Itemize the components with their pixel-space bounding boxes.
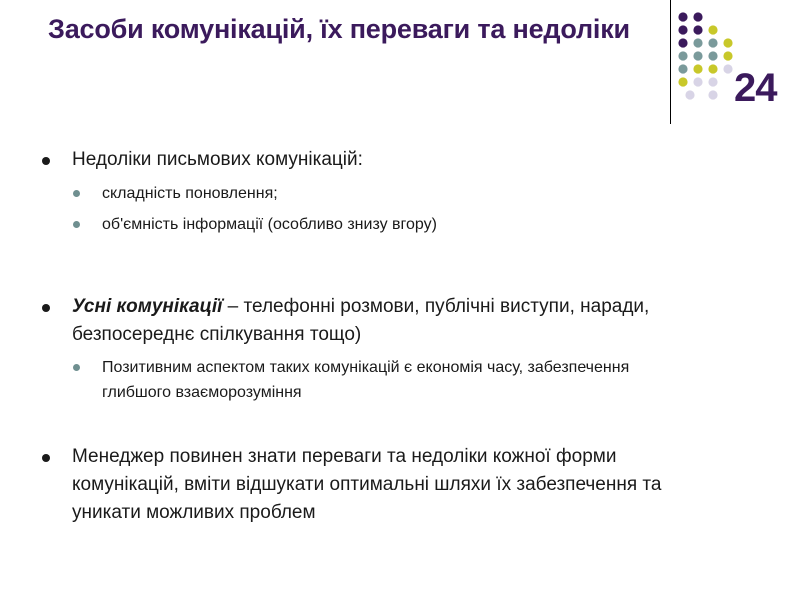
bullet-written-communications	[40, 146, 690, 174]
sub-bullet-dot	[73, 221, 80, 228]
bullet-manager	[40, 443, 690, 527]
bullet-text: Менеджер повинен знати переваги та недоліки кожної форми комунікацій, вміти відшукати оптимальні шляхи їх забезпечення та уникати можливих проблем	[72, 446, 662, 523]
sub-bullet	[40, 181, 690, 206]
bullet-text: – телефонні розмови, публічні виступи, наради, безпосереднє спілкування тощо)	[72, 296, 650, 345]
sub-bullet-text: Позитивним аспектом таких комунікацій є економія часу, забезпечення глибшого взаєморозуміння	[102, 359, 630, 401]
sub-bullet-dot	[73, 364, 80, 371]
bullet-oral-communications	[40, 293, 690, 349]
bullet-text: Недоліки письмових комунікацій:	[72, 149, 363, 170]
bullet-emphasis: Усні комунікації	[72, 296, 223, 317]
decorative-divider	[670, 0, 671, 124]
bullet-dot	[42, 157, 50, 165]
bullet-dot	[42, 304, 50, 312]
sub-bullet-dot	[73, 190, 80, 197]
sub-bullet	[40, 355, 690, 405]
slide-content	[40, 140, 690, 527]
sub-bullet	[40, 212, 690, 237]
slide-number: 24	[734, 66, 777, 110]
sub-bullet-text: складність поновлення;	[102, 185, 278, 202]
sub-bullet-text: об'ємність інформації (особливо знизу вгору)	[102, 216, 437, 233]
slide-title: Засоби комунікацій, їх переваги та недоліки	[48, 14, 630, 44]
bullet-dot	[42, 454, 50, 462]
